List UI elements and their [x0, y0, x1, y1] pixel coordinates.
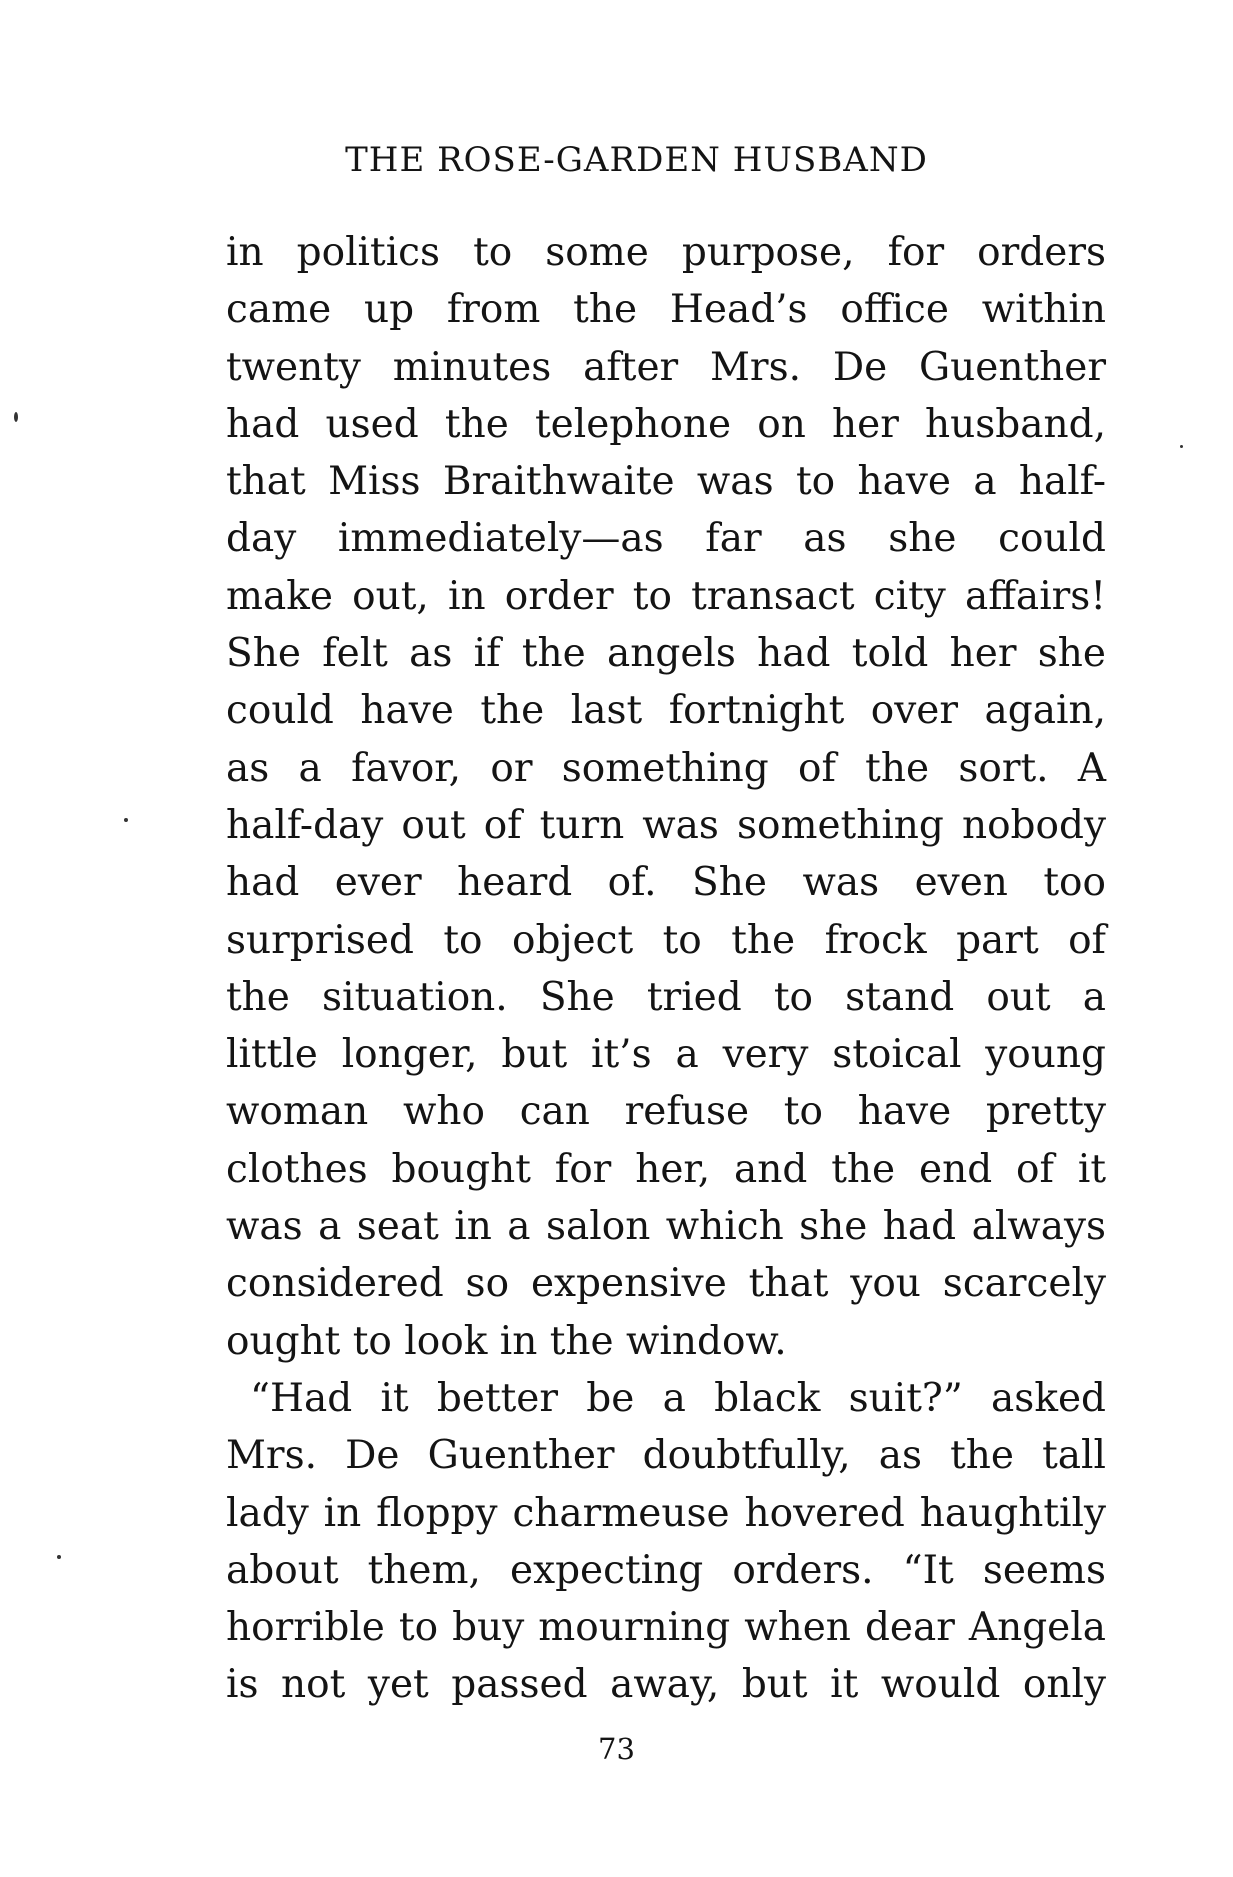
text-line: make out, in order to transact city affairs! — [226, 573, 1106, 619]
text-line: had ever heard of. She was even too — [226, 860, 1106, 906]
print-speck — [1180, 445, 1183, 448]
text-line: as a favor, or something of the sort. A — [226, 745, 1106, 791]
text-line: that Miss Braithwaite was to have a half- — [226, 459, 1106, 505]
print-speck — [14, 412, 18, 422]
print-speck — [57, 1555, 61, 1559]
text-line: had used the telephone on her husband, — [226, 401, 1106, 447]
text-line: ought to look in the window. — [226, 1318, 787, 1364]
text-line: half-day out of turn was something nobody — [226, 802, 1106, 848]
text-line: clothes bought for her, and the end of it — [226, 1146, 1106, 1192]
body-text — [226, 224, 1106, 1714]
text-line: could have the last fortnight over again, — [226, 688, 1106, 734]
text-line: surprised to object to the frock part of — [226, 917, 1106, 963]
text-line: twenty minutes after Mrs. De Guenther — [226, 344, 1106, 390]
text-line: came up from the Head’s office within — [226, 287, 1106, 333]
running-head: THE ROSE-GARDEN HUSBAND — [345, 140, 928, 180]
text-line: She felt as if the angels had told her she — [226, 631, 1106, 677]
text-line: lady in floppy charmeuse hovered haughtily — [226, 1490, 1106, 1536]
text-line: considered so expensive that you scarcely — [226, 1261, 1106, 1307]
print-speck — [124, 818, 128, 822]
text-line: little longer, but it’s a very stoical young — [226, 1032, 1106, 1078]
text-line: the situation. She tried to stand out a — [226, 974, 1106, 1020]
text-line: “Had it better be a black suit?” asked — [250, 1375, 1106, 1421]
text-line: horrible to buy mourning when dear Angela — [226, 1605, 1106, 1651]
text-line: in politics to some purpose, for orders — [226, 230, 1106, 275]
page-number: 73 — [598, 1732, 635, 1766]
text-line: was a seat in a salon which she had always — [226, 1204, 1106, 1250]
text-line: woman who can refuse to have pretty — [226, 1089, 1106, 1135]
text-line: day immediately—as far as she could — [226, 516, 1106, 562]
text-line: about them, expecting orders. “It seems — [226, 1547, 1106, 1593]
text-line: is not yet passed away, but it would only — [226, 1662, 1106, 1708]
text-line: Mrs. De Guenther doubtfully, as the tall — [226, 1433, 1106, 1479]
